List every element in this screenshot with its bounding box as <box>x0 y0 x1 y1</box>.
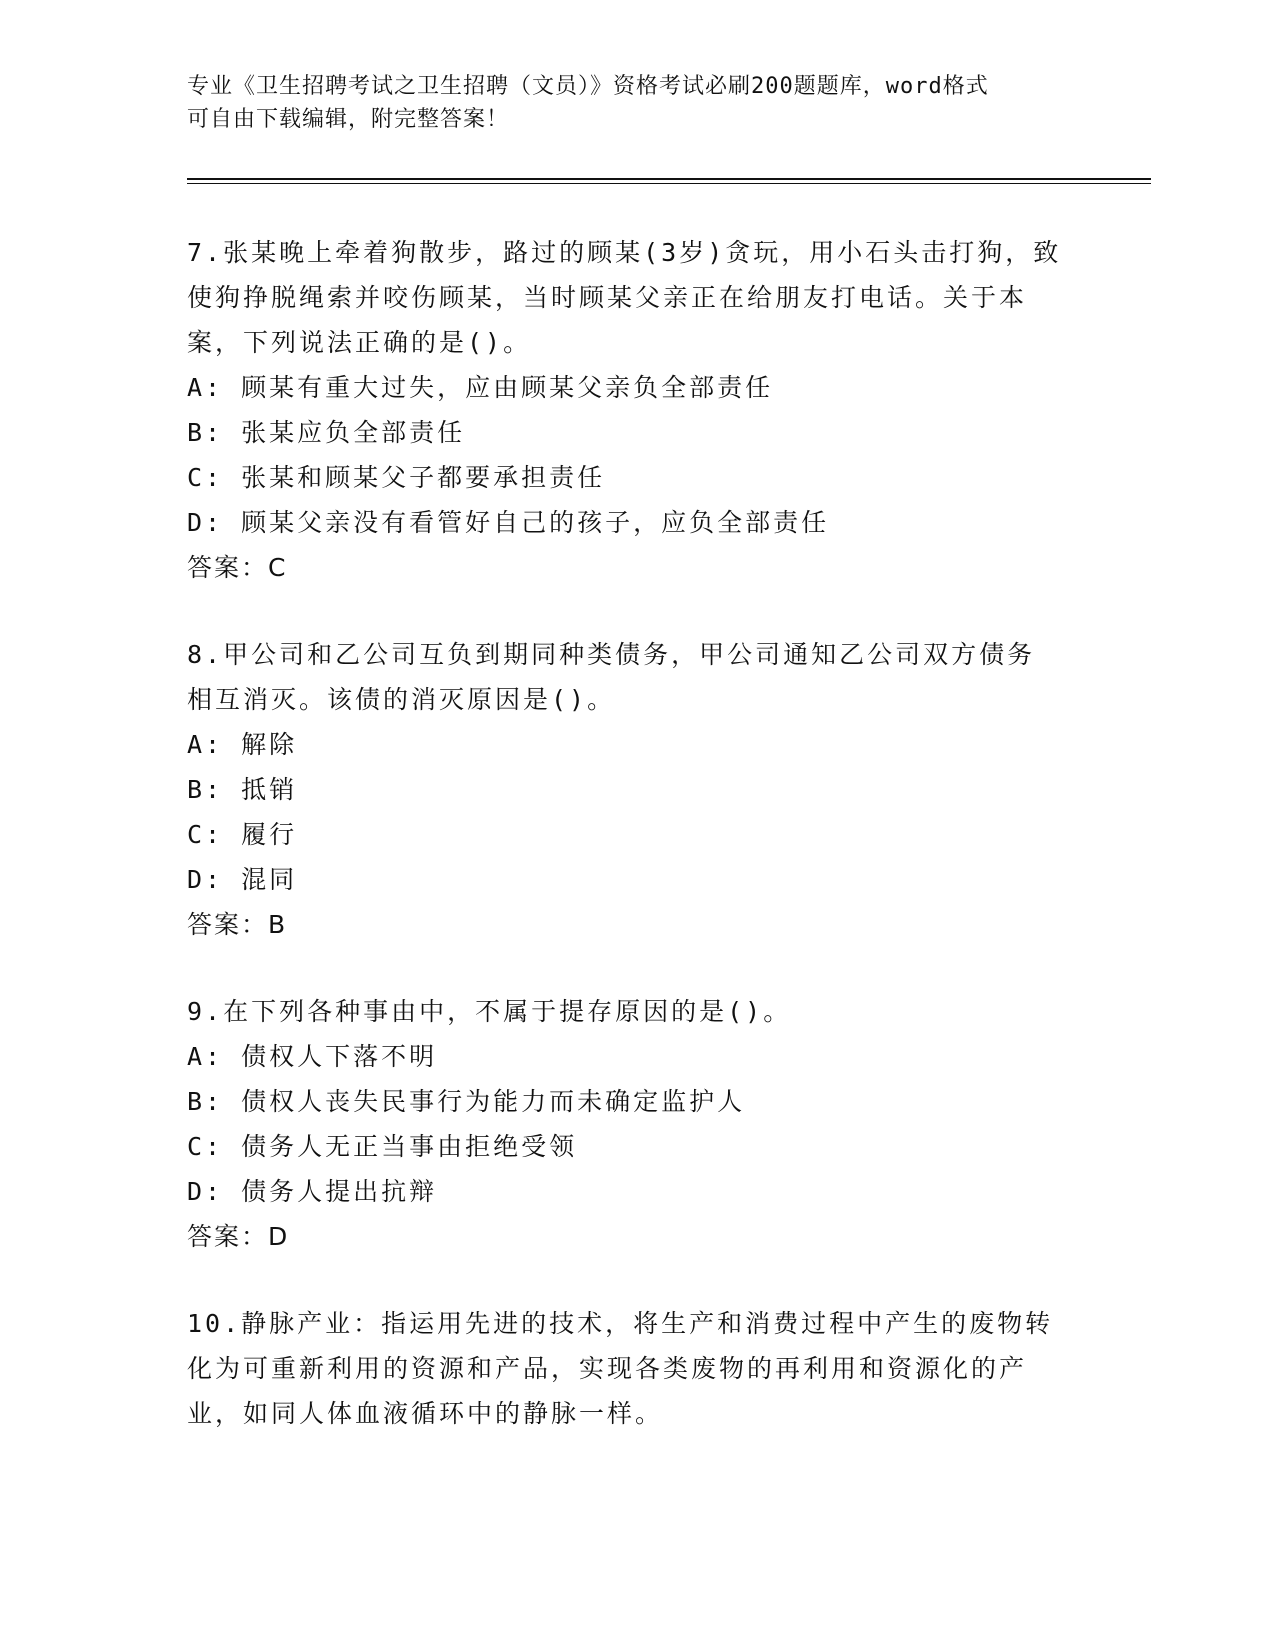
stem-line: 10.静脉产业：指运用先进的技术，将生产和消费过程中产生的废物转 <box>187 1309 1054 1338</box>
stem-line: 使狗挣脱绳索并咬伤顾某，当时顾某父亲正在给朋友打电话。关于本 <box>187 283 1028 312</box>
option-c: C: 履行 <box>187 820 298 849</box>
stem-line: 化为可重新利用的资源和产品，实现各类废物的再利用和资源化的产 <box>187 1354 1028 1383</box>
question-stem <box>187 989 1087 1034</box>
option-b: B: 抵销 <box>187 775 298 804</box>
question-stem <box>187 632 1087 722</box>
stem-line: 8.甲公司和乙公司互负到期同种类债务，甲公司通知乙公司双方债务 <box>187 640 1036 669</box>
header-line-1: 专业《卫生招聘考试之卫生招聘（文员）》资格考试必刷200题题库，word格式 <box>187 74 989 99</box>
option-a: A: 债权人下落不明 <box>187 1042 438 1071</box>
option-b: B: 债权人丧失民事行为能力而未确定监护人 <box>187 1087 746 1116</box>
stem-line: 7.张某晚上牵着狗散步，路过的顾某(3岁)贪玩，用小石头击打狗，致 <box>187 238 1062 267</box>
question-10 <box>187 1301 1087 1436</box>
option-c: C: 张某和顾某父子都要承担责任 <box>187 463 606 492</box>
stem-line: 9.在下列各种事由中，不属于提存原因的是()。 <box>187 997 792 1026</box>
option-d: D: 混同 <box>187 865 298 894</box>
question-9 <box>187 989 1087 1259</box>
header-divider-thick <box>187 178 1151 180</box>
question-8 <box>187 632 1087 947</box>
option-d: D: 顾某父亲没有看管好自己的孩子，应负全部责任 <box>187 508 830 537</box>
option-a: A: 解除 <box>187 730 298 759</box>
question-stem <box>187 1301 1087 1436</box>
document-header <box>187 70 1087 136</box>
answer: 答案：D <box>187 1222 290 1251</box>
answer: 答案：B <box>187 910 288 939</box>
stem-line: 业，如同人体血液循环中的静脉一样。 <box>187 1399 664 1428</box>
header-divider-thin <box>187 183 1151 184</box>
question-stem <box>187 230 1087 365</box>
answer: 答案：C <box>187 553 288 582</box>
stem-line: 案，下列说法正确的是()。 <box>187 328 532 357</box>
header-line-2: 可自由下载编辑，附完整答案！ <box>187 107 510 132</box>
option-d: D: 债务人提出抗辩 <box>187 1177 438 1206</box>
question-list <box>187 230 1087 1478</box>
stem-line: 相互消灭。该债的消灭原因是()。 <box>187 685 616 714</box>
option-c: C: 债务人无正当事由拒绝受领 <box>187 1132 578 1161</box>
question-7 <box>187 230 1087 590</box>
option-a: A: 顾某有重大过失，应由顾某父亲负全部责任 <box>187 373 774 402</box>
option-b: B: 张某应负全部责任 <box>187 418 466 447</box>
